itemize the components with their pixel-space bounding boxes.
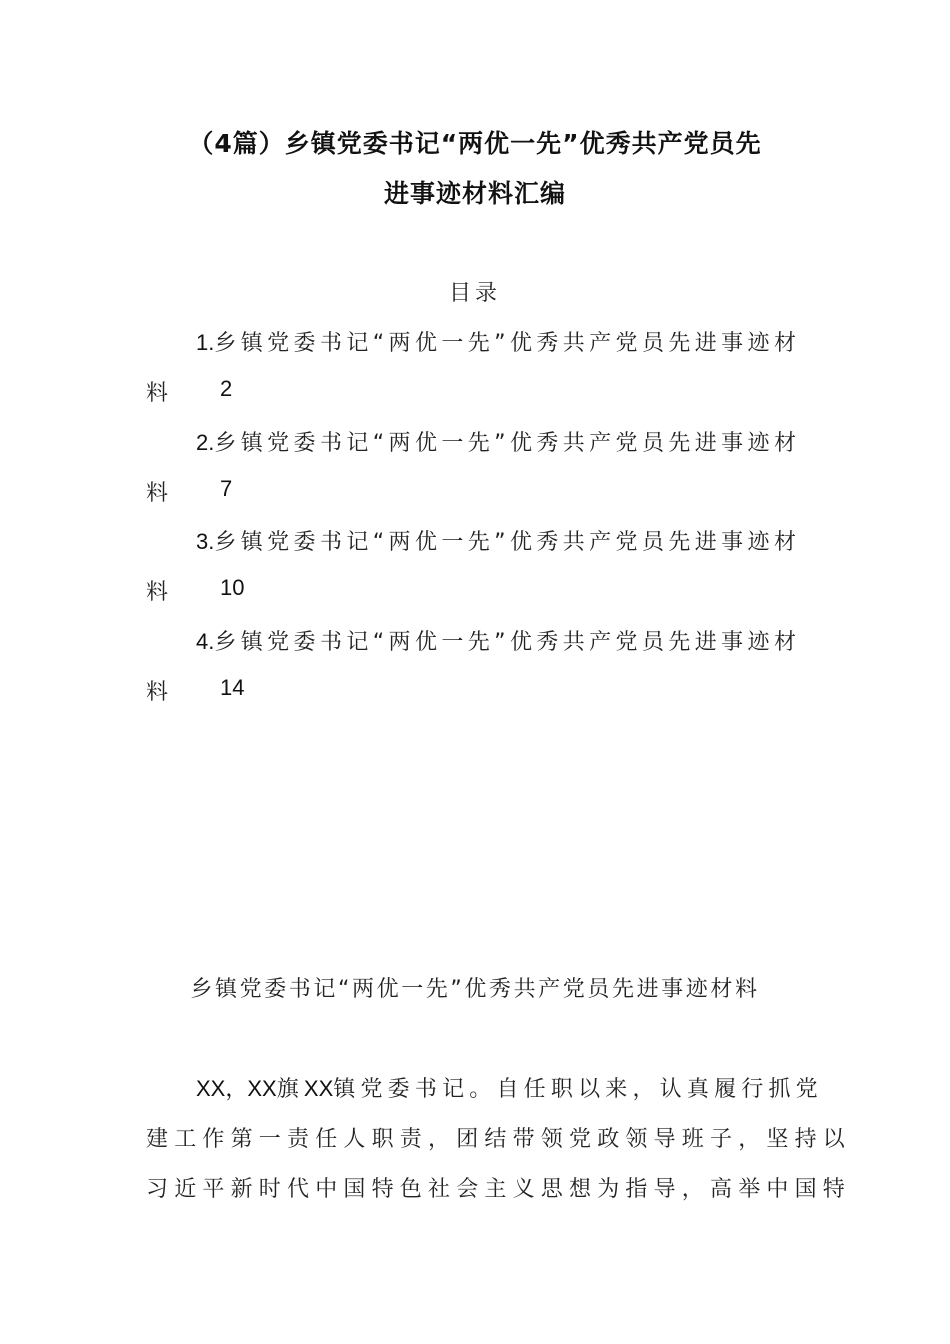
paragraph-line-1 [196, 1072, 823, 1103]
name-placeholder: XX，XX [196, 1076, 277, 1101]
paragraph-line-3: 习近平新时代中国特色社会主义思想为指导，高举中国特 [146, 1177, 852, 1202]
toc-entry-number: 3. [196, 529, 215, 554]
paragraph-text: 旗 [276, 1077, 304, 1102]
toc-entry-text: 乡镇党委书记“两优一先”优秀共产党员先进事迹材 [214, 630, 801, 655]
toc-entry-4-page[interactable]: 14 [220, 675, 245, 700]
toc-heading: 目录 [448, 281, 501, 306]
toc-entry-1-continuation: 料 [146, 381, 169, 406]
toc-entry-4-continuation: 料 [146, 680, 169, 705]
toc-entry-text: 乡镇党委书记“两优一先”优秀共产党员先进事迹材 [214, 530, 801, 555]
document-title-line-2: 进事迹材料汇编 [383, 179, 566, 208]
paragraph-text: 镇党委书记。自任职以来，认真履行抓党 [333, 1077, 823, 1102]
toc-entry-number: 1. [196, 330, 215, 355]
toc-entry-3[interactable] [196, 525, 800, 556]
toc-entry-3-page[interactable]: 10 [220, 575, 245, 600]
toc-entry-2-continuation: 料 [146, 481, 169, 506]
toc-entry-3-continuation: 料 [146, 580, 169, 605]
toc-entry-number: 4. [196, 629, 215, 654]
toc-entry-1-page[interactable]: 2 [220, 376, 233, 401]
toc-entry-1[interactable] [196, 326, 800, 357]
paragraph-line-2: 建工作第一责任人职责，团结带领党政领导班子，坚持以 [146, 1127, 852, 1152]
toc-entry-text: 乡镇党委书记“两优一先”优秀共产党员先进事迹材 [214, 431, 801, 456]
toc-entry-2-page[interactable]: 7 [220, 476, 233, 501]
town-placeholder: XX [303, 1076, 334, 1101]
section-title: 乡镇党委书记“两优一先”优秀共产党员先进事迹材料 [190, 977, 760, 1002]
toc-entry-text: 乡镇党委书记“两优一先”优秀共产党员先进事迹材 [214, 331, 801, 356]
toc-entry-number: 2. [196, 430, 215, 455]
document-title-line-1: （4篇）乡镇党委书记“两优一先”优秀共产党员先 [188, 129, 762, 158]
toc-entry-4[interactable] [196, 625, 800, 656]
toc-entry-2[interactable] [196, 426, 800, 457]
